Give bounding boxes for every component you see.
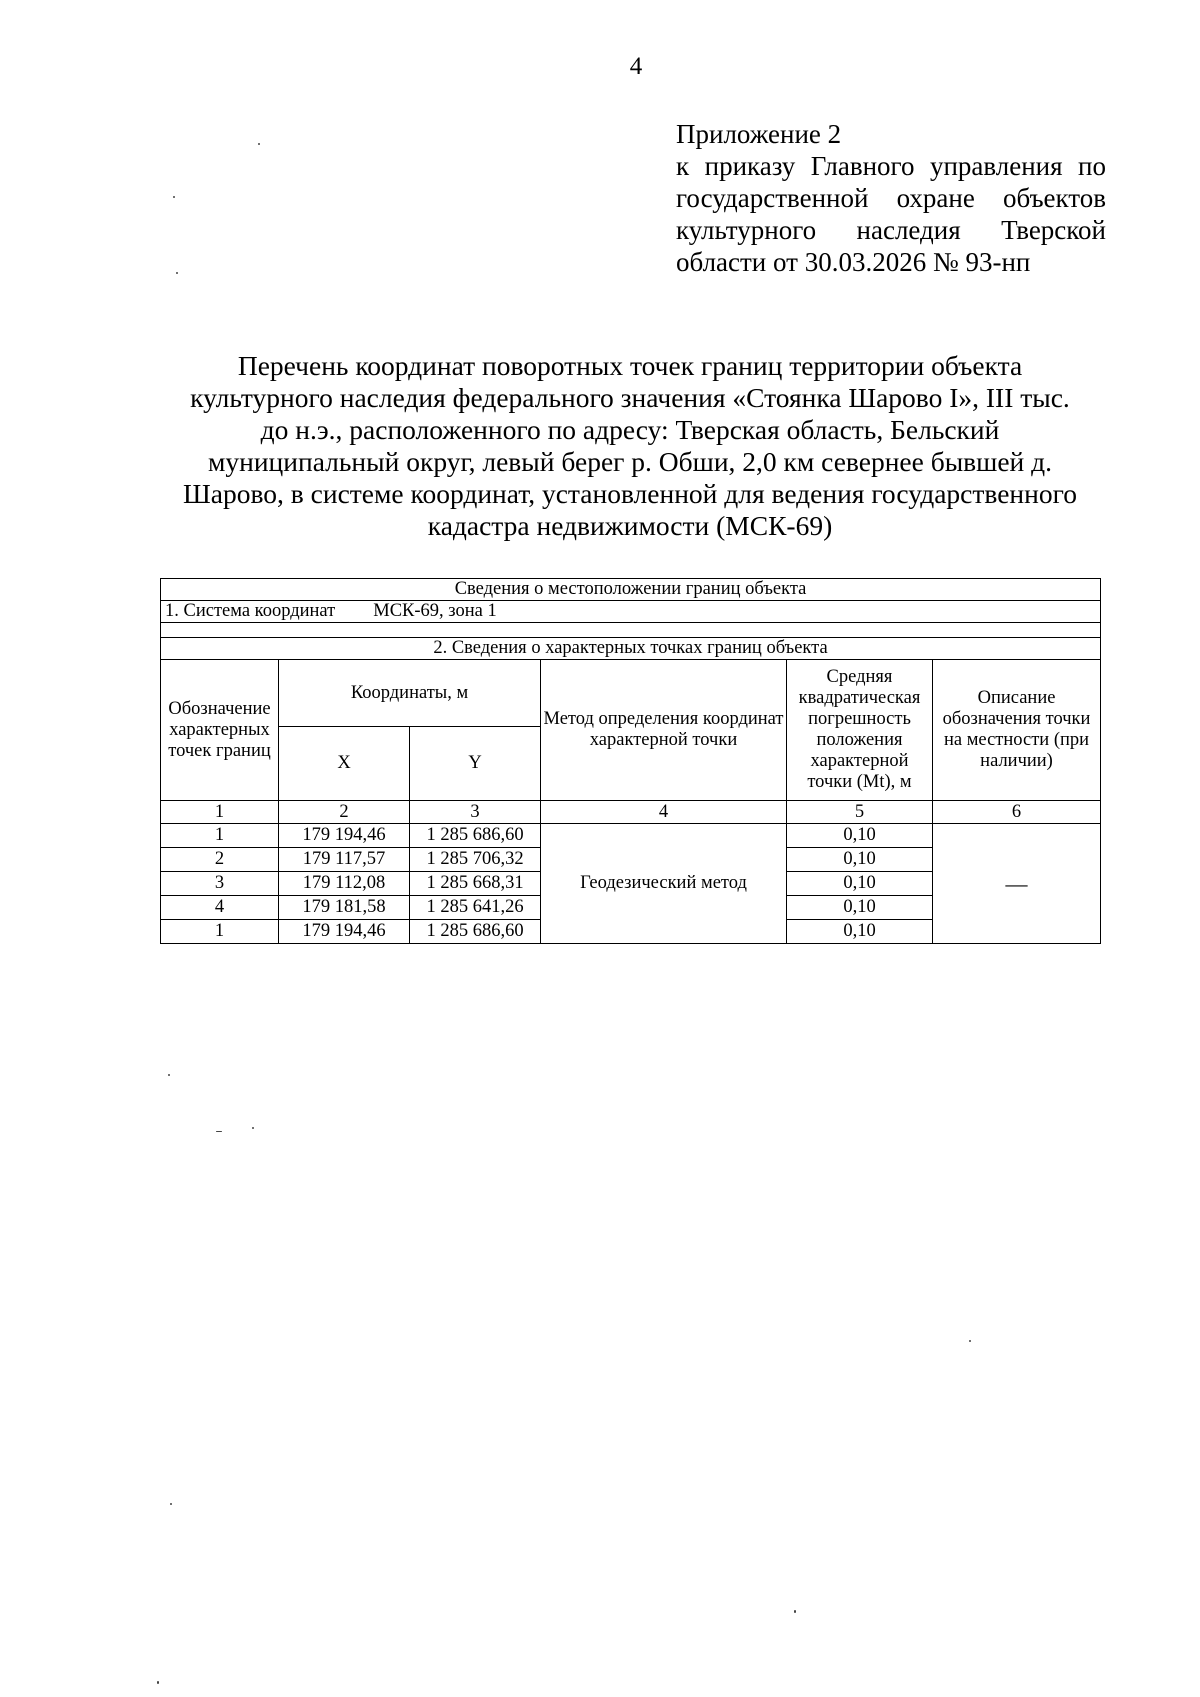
title-line: культурного наследия федерального значения «Стоянка Шарово I», III тыс. bbox=[190, 382, 1070, 413]
scan-speck bbox=[216, 1131, 222, 1132]
y-value: 1 285 706,32 bbox=[410, 848, 541, 872]
coordinate-system-value: МСК-69, зона 1 bbox=[373, 601, 497, 621]
col-number: 1 bbox=[161, 801, 279, 824]
col-header-x: X bbox=[279, 727, 410, 801]
point-number: 1 bbox=[161, 824, 279, 848]
point-number: 1 bbox=[161, 920, 279, 944]
mt-value: 0,10 bbox=[787, 848, 933, 872]
scan-speck bbox=[258, 143, 260, 145]
document-title bbox=[160, 350, 1100, 542]
y-value: 1 285 686,60 bbox=[410, 920, 541, 944]
col-number: 2 bbox=[279, 801, 410, 824]
appendix-line: к приказу Главного управления по bbox=[676, 151, 1106, 181]
col-number: 5 bbox=[787, 801, 933, 824]
section-header: Сведения о местоположении границ объекта bbox=[161, 579, 1101, 601]
table-row bbox=[161, 824, 1101, 848]
scan-speck bbox=[173, 196, 175, 198]
title-line: Перечень координат поворотных точек границ территории объекта bbox=[237, 350, 1023, 381]
scan-speck bbox=[157, 1681, 159, 1684]
col-header-designation: Обозначение характерных точек границ bbox=[161, 660, 279, 801]
title-line: кадастра недвижимости (МСК-69) bbox=[427, 510, 833, 541]
point-number: 3 bbox=[161, 872, 279, 896]
appendix-line: области от 30.03.2026 № 93-нп bbox=[676, 247, 1031, 277]
page-number: 4 bbox=[629, 53, 643, 80]
col-number: 3 bbox=[410, 801, 541, 824]
spacer-row bbox=[161, 623, 1101, 638]
title-line: муниципальный округ, левый берег р. Обши, 2,0 км севернее бывшей д. bbox=[207, 446, 1053, 477]
mt-value: 0,10 bbox=[787, 896, 933, 920]
col-header-coordinates: Координаты, м bbox=[279, 660, 541, 727]
scan-speck bbox=[969, 1340, 971, 1342]
x-value: 179 194,46 bbox=[279, 824, 410, 848]
x-value: 179 194,46 bbox=[279, 920, 410, 944]
title-line: Шарово, в системе координат, установленной для ведения государственного bbox=[183, 478, 1077, 509]
scan-speck bbox=[168, 1074, 170, 1076]
scan-speck bbox=[794, 1610, 796, 1613]
mt-value: 0,10 bbox=[787, 824, 933, 848]
col-header-error: Средняя квадратическая погрешность положения характерной точки (Mt), м bbox=[787, 660, 933, 801]
x-value: 179 181,58 bbox=[279, 896, 410, 920]
mt-value: 0,10 bbox=[787, 920, 933, 944]
coordinates-table bbox=[160, 578, 1101, 944]
col-header-y: Y bbox=[410, 727, 541, 801]
x-value: 179 117,57 bbox=[279, 848, 410, 872]
y-value: 1 285 641,26 bbox=[410, 896, 541, 920]
y-value: 1 285 686,60 bbox=[410, 824, 541, 848]
x-value: 179 112,08 bbox=[279, 872, 410, 896]
appendix-text bbox=[676, 150, 1106, 278]
mt-value: 0,10 bbox=[787, 872, 933, 896]
appendix-line: государственной охране объектов bbox=[676, 183, 1106, 213]
appendix-title: Приложение 2 bbox=[676, 119, 842, 149]
coordinate-system-label: 1. Система координат bbox=[165, 601, 336, 621]
y-value: 1 285 668,31 bbox=[410, 872, 541, 896]
col-header-method: Метод определения координат характерной точки bbox=[541, 660, 787, 801]
col-header-description: Описание обозначения точки на местности (при наличии) bbox=[933, 660, 1101, 801]
point-number: 2 bbox=[161, 848, 279, 872]
appendix-line: культурного наследия Тверской bbox=[676, 215, 1106, 245]
scan-speck bbox=[252, 1127, 254, 1129]
col-number: 4 bbox=[541, 801, 787, 824]
col-number: 6 bbox=[933, 801, 1101, 824]
method-value: Геодезический метод bbox=[541, 824, 787, 944]
appendix-block bbox=[676, 118, 1106, 278]
scan-speck bbox=[170, 1503, 172, 1505]
points-header: 2. Сведения о характерных точках границ объекта bbox=[161, 638, 1101, 660]
point-number: 4 bbox=[161, 896, 279, 920]
scan-speck bbox=[176, 272, 178, 274]
coordinate-system-row bbox=[161, 601, 1101, 623]
description-value: — bbox=[933, 824, 1101, 944]
title-line: до н.э., расположенного по адресу: Тверская область, Бельский bbox=[260, 414, 1000, 445]
